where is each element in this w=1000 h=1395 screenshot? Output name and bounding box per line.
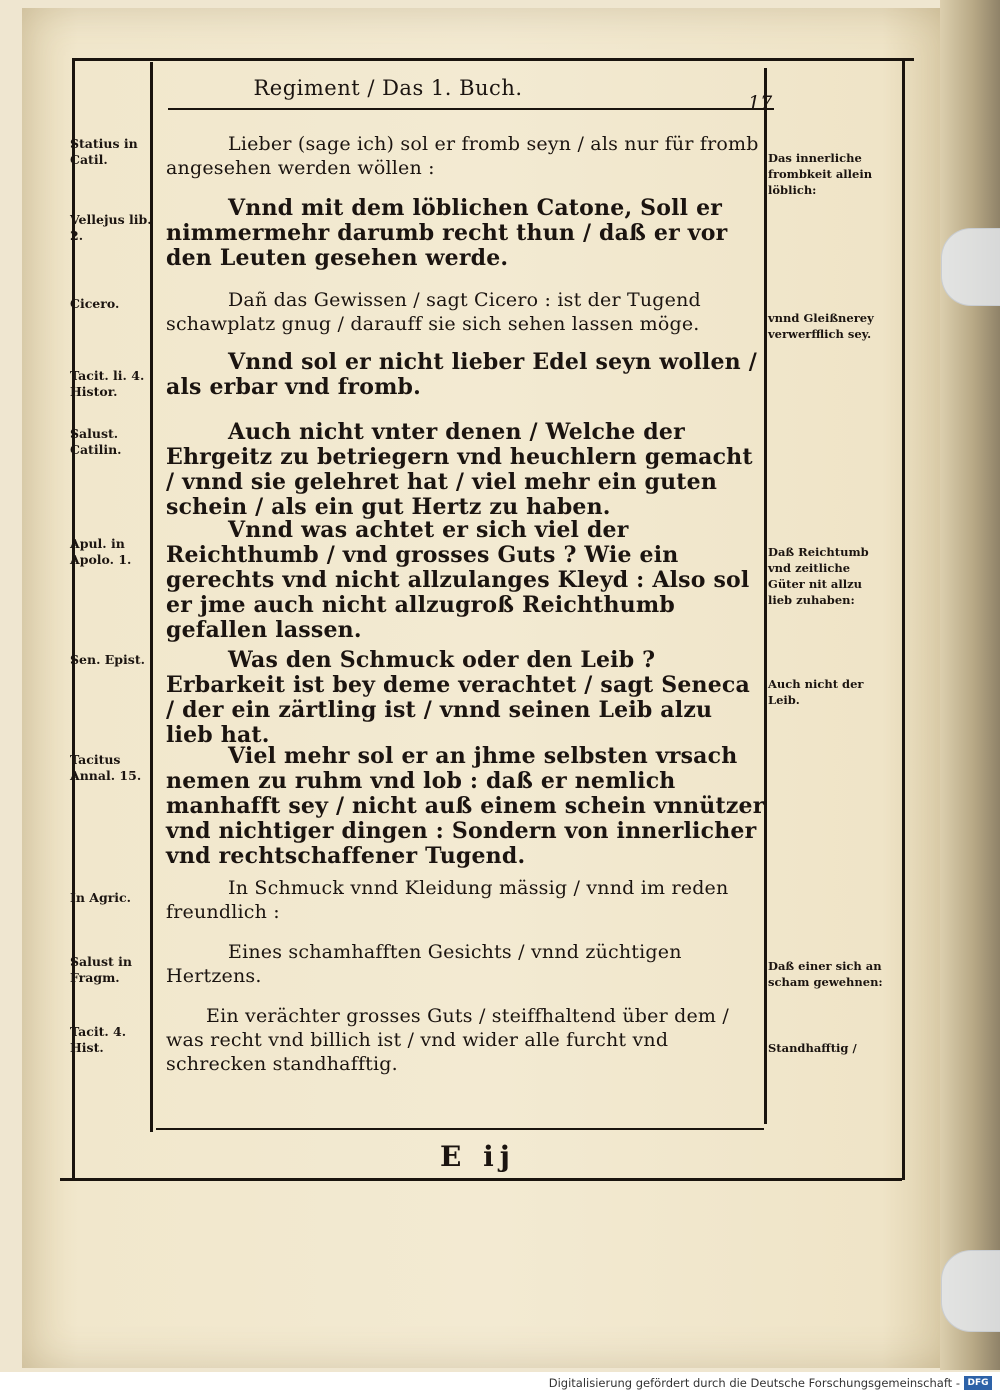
dfg-logo-icon[interactable]: DFG (964, 1376, 992, 1390)
funding-credit[interactable]: Digitalisierung gefördert durch die Deutsche Forschungsgemeinschaft - (548, 1376, 960, 1390)
marginal-note-left-4: Tacit. li. 4. Histor. (70, 368, 145, 399)
signature-mark: E ij (440, 1140, 516, 1173)
marginal-note-right-3: Daß Reichtumb vnd zeitliche Güter nit allzu lieb zuhaben: (768, 545, 869, 607)
paragraph-7: Was den Schmuck oder den Leib ? Erbarkeit ist bey deme verachtet / sagt Seneca / der ein zärtling ist / vnnd seinen Leib alzu lieb hat. (166, 647, 750, 748)
paragraph-8: Viel mehr sol er an jhme selbsten vrsach nemen zu ruhm vnd lob : daß er nemlich manhafft sey / nicht auß einem schein vnnützer vnd nichtiger dingen : Sondern von innerlicher vnd rechtschaffener Tugend. (166, 743, 765, 869)
paragraph-9: In Schmuck vnnd Kleidung mässig / vnnd im reden freundlich : (166, 877, 729, 923)
marginal-note-left-6: Apul. in Apolo. 1. (70, 536, 132, 567)
marginal-note-left-1: Statius in Catil. (70, 136, 138, 167)
marginal-note-left-9: In Agric. (70, 890, 132, 905)
book-spine (940, 0, 1000, 1370)
footer-rule (156, 1128, 764, 1130)
frame-right-rule (902, 58, 905, 1180)
paragraph-2: Vnnd mit dem löblichen Catone, Soll er nimmermehr darumb recht thun / daß er vor den Leuten gesehen werde. (166, 195, 728, 271)
marginal-note-left-10: Salust in Fragm. (70, 954, 132, 985)
marginal-note-right-6: Standhafftig / (768, 1041, 857, 1055)
running-head: Regiment / Das 1. Buch. (253, 76, 523, 100)
page-tab-lower (941, 1250, 1000, 1332)
marginal-note-left-3: Cicero. (70, 296, 120, 311)
marginal-note-left-5: Salust. Catilin. (70, 426, 122, 457)
paragraph-5: Auch nicht vnter denen / Welche der Ehrgeitz zu betriegern vnd heuchlern gemacht / vnnd sie gelehret hat / viel mehr ein guten schein / als ein gut Hertz zu haben. (166, 419, 753, 520)
frame-bottom-rule (60, 1178, 902, 1181)
marginal-note-left-7: Sen. Epist. (70, 652, 145, 667)
paragraph-11: Ein verächter grosses Guts / steiffhaltend über dem / was recht vnd billich ist / vnd wider alle furcht vnd schrecken standhafftig. (166, 1005, 729, 1075)
paragraph-6: Vnnd was achtet er sich viel der Reichthumb / vnd grosses Guts ? Wie ein gerechts vnd nicht allzulanges Kleyd : Also sol er jme auch nicht allzugroß Reichthumb gefallen lassen. (166, 517, 750, 643)
marginal-note-right-2: vnnd Gleißnerey verwerfflich sey. (768, 311, 874, 341)
marginal-note-left-2: Vellejus lib. 2. (70, 212, 152, 243)
marginal-note-right-4: Auch nicht der Leib. (768, 677, 864, 707)
paragraph-10: Eines schamhafften Gesichts / vnnd züchtigen Hertzens. (166, 941, 682, 987)
digitization-footer (0, 1372, 1000, 1395)
marginal-note-right-1: Das innerliche frombkeit allein löblich: (768, 151, 873, 197)
frame-top-rule (72, 58, 914, 61)
header-rule (168, 108, 774, 110)
paragraph-1: Lieber (sage ich) sol er fromb seyn / als nur für fromb angesehen werden wöllen : (166, 133, 759, 179)
marginal-note-left-8: Tacitus Annal. 15. (70, 752, 142, 783)
page-tab-upper (941, 228, 1000, 306)
marginal-note-left-11: Tacit. 4. Hist. (70, 1024, 127, 1055)
marginal-note-right-5: Daß einer sich an scham gewehnen: (768, 959, 883, 989)
paragraph-3: Dañ das Gewissen / sagt Cicero : ist der Tugend schawplatz gnug / darauff sie sich sehen lassen möge. (166, 289, 701, 335)
paragraph-4: Vnnd sol er nicht lieber Edel seyn wollen / als erbar vnd fromb. (166, 349, 757, 400)
page-number: 17 (748, 92, 773, 114)
